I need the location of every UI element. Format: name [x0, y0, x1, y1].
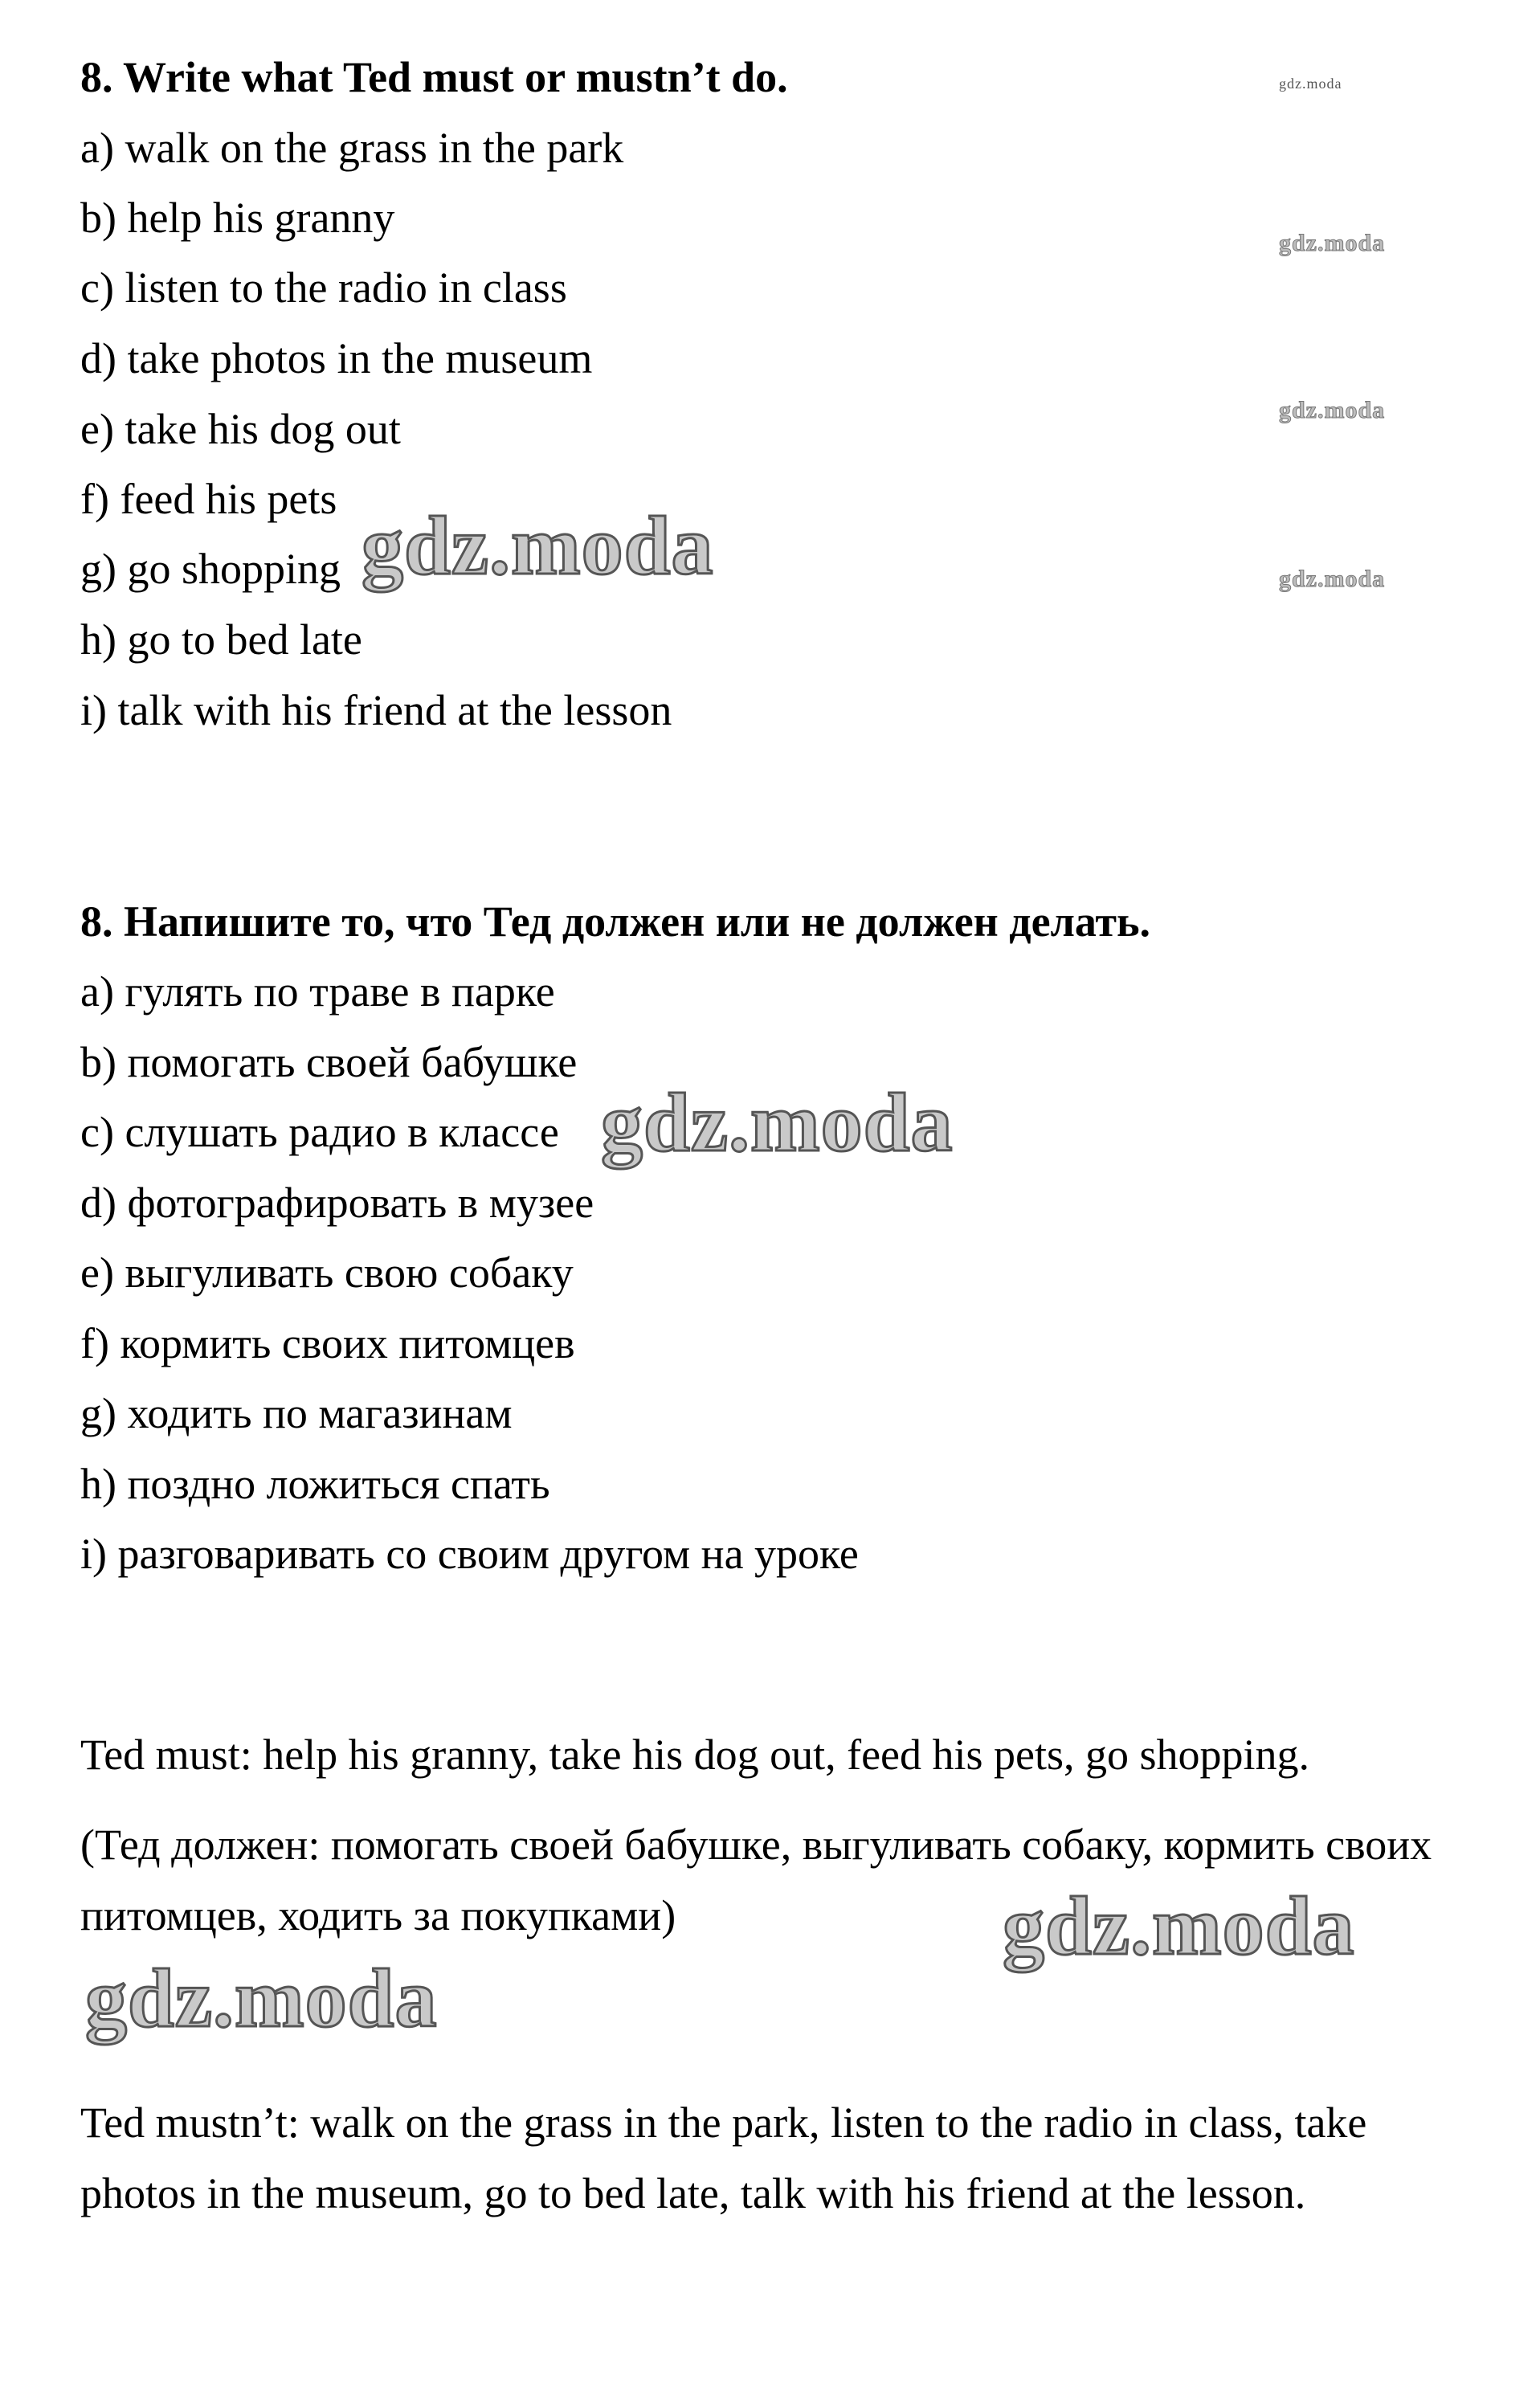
list-item: f) кормить своих питомцев	[80, 1319, 575, 1367]
list-item: h) go to bed late	[80, 615, 362, 664]
answer-must: Ted must: help his granny, take his dog out, feed his pets, go shopping.	[80, 1731, 1310, 1779]
list-item: i) talk with his friend at the lesson	[80, 686, 672, 734]
watermark: gdz.moda	[1279, 397, 1386, 423]
list-item: f) feed his pets	[80, 475, 337, 523]
list-item: c) listen to the radio in class	[80, 264, 567, 312]
list-item: g) go shopping	[80, 545, 341, 593]
list-item: a) walk on the grass in the park	[80, 124, 624, 172]
watermark: gdz.moda	[1279, 76, 1342, 92]
exercise-heading-en: 8. Write what Ted must or mustn’t do.	[80, 53, 788, 101]
watermark: gdz.moda	[1003, 1880, 1355, 1972]
list-item: g) ходить по магазинам	[80, 1389, 513, 1437]
watermark: gdz.moda	[601, 1077, 954, 1169]
exercise-heading-ru: 8. Напишите то, что Тед должен или не должен делать.	[80, 897, 1151, 946]
list-item: b) help his granny	[80, 194, 395, 242]
list-item: e) выгуливать свою собаку	[80, 1248, 574, 1297]
list-item: d) фотографировать в музее	[80, 1179, 594, 1227]
watermark: gdz.moda	[1279, 230, 1386, 256]
watermark: gdz.moda	[362, 500, 714, 592]
list-item: h) поздно ложиться спать	[80, 1460, 550, 1508]
answer-mustnt: Ted mustn’t: walk on the grass in the park, listen to the radio in class, take photos in the museum, go to bed late, talk with his friend at the lesson.	[80, 2099, 1367, 2217]
list-item: e) take his dog out	[80, 405, 401, 453]
list-item: i) разговаривать со своим другом на уроке	[80, 1530, 859, 1578]
list-item: c) слушать радио в классе	[80, 1108, 559, 1156]
watermark: gdz.moda	[85, 1952, 438, 2045]
list-item: d) take photos in the museum	[80, 334, 593, 382]
answer-must-translation: (Тед должен: помогать своей бабушке, выгуливать собаку, кормить своих питомцев, ходить за покупками)	[80, 1821, 1432, 1939]
watermark: gdz.moda	[1279, 566, 1386, 592]
list-item: b) помогать своей бабушке	[80, 1038, 578, 1086]
list-item: a) гулять по траве в парке	[80, 967, 555, 1016]
